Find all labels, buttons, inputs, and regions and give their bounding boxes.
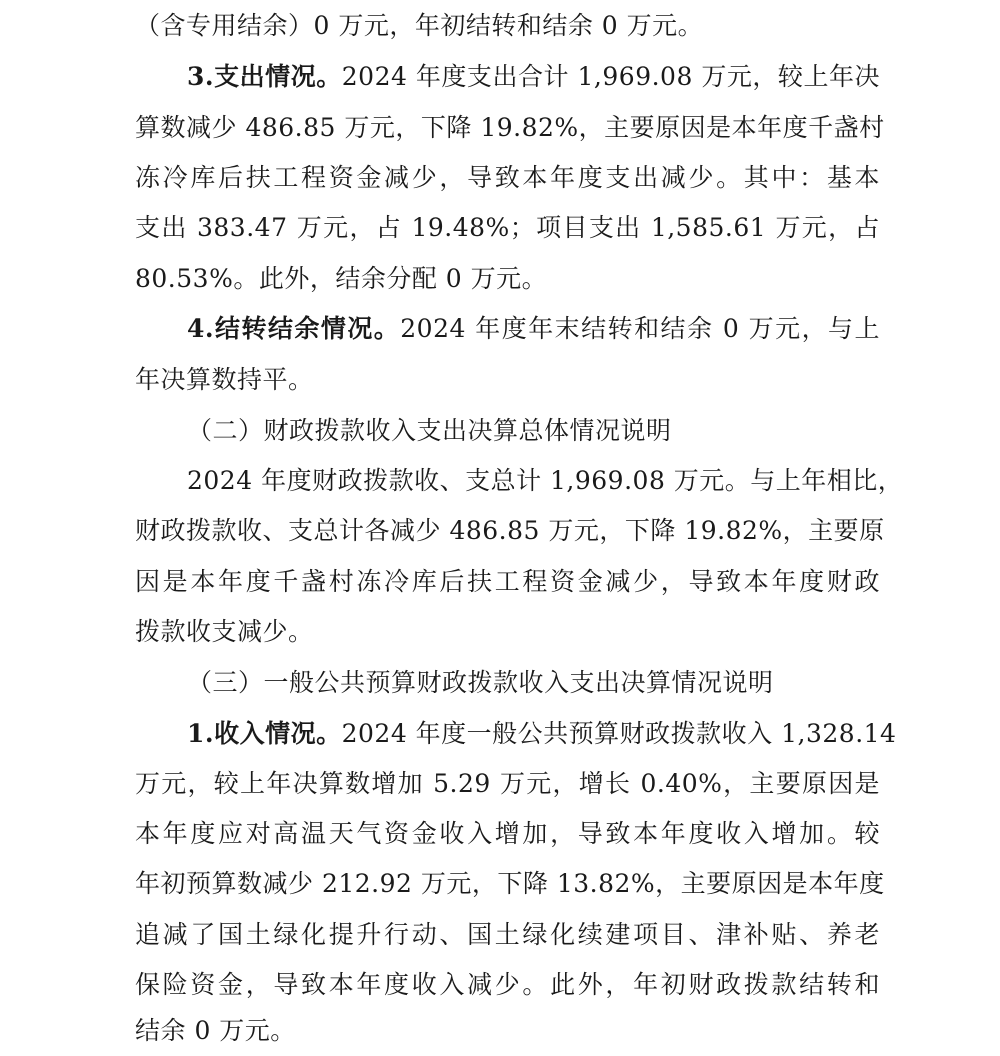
line-text: 支出 383.47 万元，占 19.48%；项目支出 1,585.61 万元，占 xyxy=(135,213,880,242)
text-line-18 xyxy=(135,866,885,902)
line-text: 2024 年度年末结转和结余 0 万元，与上 xyxy=(400,314,880,343)
text-line-10 xyxy=(187,463,904,499)
section-heading-carryover: 4.结转结余情况。 xyxy=(187,314,401,343)
line-text: 2024 年度支出合计 1,969.08 万元，较上年决 xyxy=(341,62,880,91)
text-line-20 xyxy=(135,967,880,1003)
line-text: 拨款收支减少。 xyxy=(135,617,314,646)
text-line-17 xyxy=(135,816,880,852)
line-text: （二）财政拨款收入支出决算总体情况说明 xyxy=(187,416,672,445)
line-text: 本年度应对高温天气资金收入增加，导致本年度收入增加。较 xyxy=(135,819,880,848)
line-text: 2024 年度一般公共预算财政拨款收入 1,328.14 xyxy=(341,719,897,748)
line-text: 万元，较上年决算数增加 5.29 万元，增长 0.40%，主要原因是 xyxy=(135,769,880,798)
text-line-8 xyxy=(135,362,880,398)
line-text: 冻冷库后扶工程资金减少，导致本年度支出减少。其中：基本 xyxy=(135,163,880,192)
line-text: （三）一般公共预算财政拨款收入支出决算情况说明 xyxy=(187,668,774,697)
line-text: 保险资金，导致本年度收入减少。此外，年初财政拨款结转和 xyxy=(135,970,880,999)
line-text: 追减了国土绿化提升行动、国土绿化续建项目、津补贴、养老 xyxy=(135,920,880,949)
line-text: 80.53%。此外，结余分配 0 万元。 xyxy=(135,264,548,293)
text-line-19 xyxy=(135,917,880,953)
line-text: 算数减少 486.85 万元，下降 19.82%，主要原因是本年度千盏村 xyxy=(135,113,885,142)
text-line-15 xyxy=(187,716,897,752)
section-heading-income: 1.收入情况。 xyxy=(187,719,342,748)
text-line-7 xyxy=(187,311,880,347)
text-line-21 xyxy=(135,1013,880,1049)
line-text: 年初预算数减少 212.92 万元，下降 13.82%，主要原因是本年度 xyxy=(135,869,885,898)
section-title-3 xyxy=(187,665,880,701)
text-line-3 xyxy=(135,110,885,146)
line-text: 结余 0 万元。 xyxy=(135,1016,296,1045)
line-text: 财政拨款收、支总计各减少 486.85 万元，下降 19.82%，主要原 xyxy=(135,516,885,545)
text-line-11 xyxy=(135,513,885,549)
text-line-16 xyxy=(135,766,880,802)
line-text: 2024 年度财政拨款收、支总计 1,969.08 万元。与上年相比， xyxy=(187,466,904,495)
text-line-12 xyxy=(135,564,880,600)
text-line-1 xyxy=(135,8,880,44)
text-line-6 xyxy=(135,261,880,297)
line-text: 因是本年度千盏村冻冷库后扶工程资金减少，导致本年度财政 xyxy=(135,567,880,596)
line-text: （含专用结余）0 万元，年初结转和结余 0 万元。 xyxy=(135,11,704,40)
text-line-2 xyxy=(187,59,880,95)
text-line-5 xyxy=(135,210,880,246)
text-line-4 xyxy=(135,160,880,196)
text-line-13 xyxy=(135,614,880,650)
section-heading-expenditure: 3.支出情况。 xyxy=(187,62,342,91)
section-title-2 xyxy=(187,413,880,449)
line-text: 年决算数持平。 xyxy=(135,365,314,394)
